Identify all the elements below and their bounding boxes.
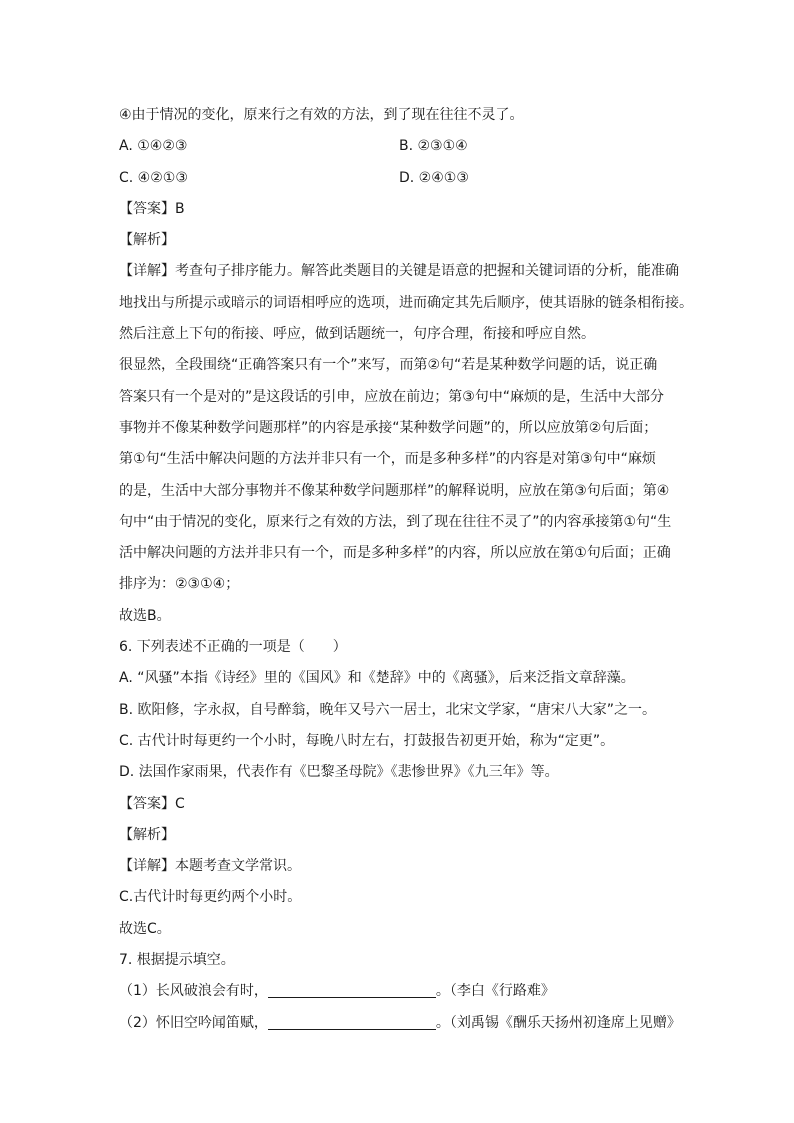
q5-explain-line: 然后注意上下句的衔接、呼应，做到话题统一，句序合理，衔接和呼应自然。 — [119, 326, 595, 343]
q5-explain-line: 句中“由于情况的变化，原来行之有效的方法，到了现在往往不灵了”的内容承接第①句“生 — [119, 513, 672, 530]
q5-explain-line: 【详解】考查句子排序能力。解答此类题目的关键是语意的把握和关键词语的分析，能准确 — [119, 263, 679, 280]
q5-options-row-1 — [119, 131, 679, 162]
q7-item-2-blank[interactable] — [268, 1013, 436, 1030]
q6-option-a: A. “风骚”本指《诗经》里的《国风》和《楚辞》中的《离骚》，后来泛指文章辞藻。 — [119, 670, 635, 687]
q5-explain-line: 第①句“生活中解决问题的方法并非只有一个，而是多种多样”的内容是对第③句中“麻烦 — [119, 451, 656, 468]
q5-options-row-2 — [119, 163, 679, 194]
q5-answer: 【答案】B — [119, 200, 185, 217]
page-content — [119, 100, 693, 1039]
q6-analysis-label: 【解析】 — [119, 826, 175, 843]
q5-option-d: D. ②④①③ — [399, 169, 469, 186]
q7-item-1-suffix: 。（李白《行路难》 — [435, 983, 555, 1000]
q7-stem: 7. 根据提示填空。 — [119, 952, 235, 969]
q6-explain-line: C.古代计时每更约两个小时。 — [119, 889, 302, 906]
q6-option-b: B. 欧阳修，字永叔，自号醉翁，晚年又号六一居士，北宋文学家，“唐宋八大家”之一。 — [119, 701, 657, 718]
q7-item-1-blank[interactable] — [268, 981, 436, 998]
q7-item-2-prefix: （2）怀旧空吟闻笛赋， — [119, 1014, 268, 1031]
q5-explain-line: 排序为：②③①④； — [119, 576, 240, 593]
q5-sentence-4: ④由于情况的变化，原来行之有效的方法，到了现在往往不灵了。 — [119, 107, 524, 123]
q6-stem: 6. 下列表述不正确的一项是（ ） — [119, 639, 347, 656]
q5-explain-line: 地找出与所提示或暗示的词语相呼应的选项，进而确定其先后顺序，使其语脉的链条相衔接。 — [119, 294, 693, 311]
q5-analysis-label: 【解析】 — [119, 232, 175, 249]
q5-explain-line: 事物并不像某种数学问题那样”的内容是承接“某种数学问题”的，所以应放第②句后面； — [119, 419, 658, 436]
q6-explain-line: 【详解】本题考查文学常识。 — [119, 858, 301, 875]
q5-option-a: A. ①④②③ — [119, 138, 188, 155]
q6-option-d: D. 法国作家雨果，代表作有《巴黎圣母院》《悲惨世界》《九三年》等。 — [119, 764, 559, 781]
q7-item-2 — [119, 1008, 679, 1039]
q7-item-2-suffix: 。（刘禹锡《酬乐天扬州初逢席上见赠》 — [435, 1014, 681, 1031]
q5-option-c: C. ④②①③ — [119, 169, 188, 186]
q6-conclusion: 故选C。 — [119, 920, 171, 937]
q7-item-1-prefix: （1）长风破浪会有时， — [119, 983, 268, 1000]
q7-item-1 — [119, 976, 679, 1007]
q5-explain-line: 答案只有一个是对的”是这段话的引申，应放在前边；第③句中“麻烦的是，生活中大部分 — [119, 388, 665, 405]
q5-option-b: B. ②③①④ — [399, 138, 468, 155]
q6-option-c: C. 古代计时每更约一个小时，每晚八时左右，打鼓报告初更开始，称为“定更”。 — [119, 732, 615, 749]
q5-explain-line: 活中解决问题的方法并非只有一个，而是多种多样”的内容，所以应放在第①句后面；正确 — [119, 545, 671, 562]
q5-explain-line: 的是，生活中大部分事物并不像某种数学问题那样”的解释说明，应放在第③句后面；第④ — [119, 482, 670, 499]
q5-conclusion: 故选B。 — [119, 607, 171, 624]
q5-explain-line: 很显然，全段围绕“正确答案只有一个”来写，而第②句“若是某种数学问题的话，说正确 — [119, 357, 658, 374]
q6-answer: 【答案】C — [119, 795, 185, 812]
